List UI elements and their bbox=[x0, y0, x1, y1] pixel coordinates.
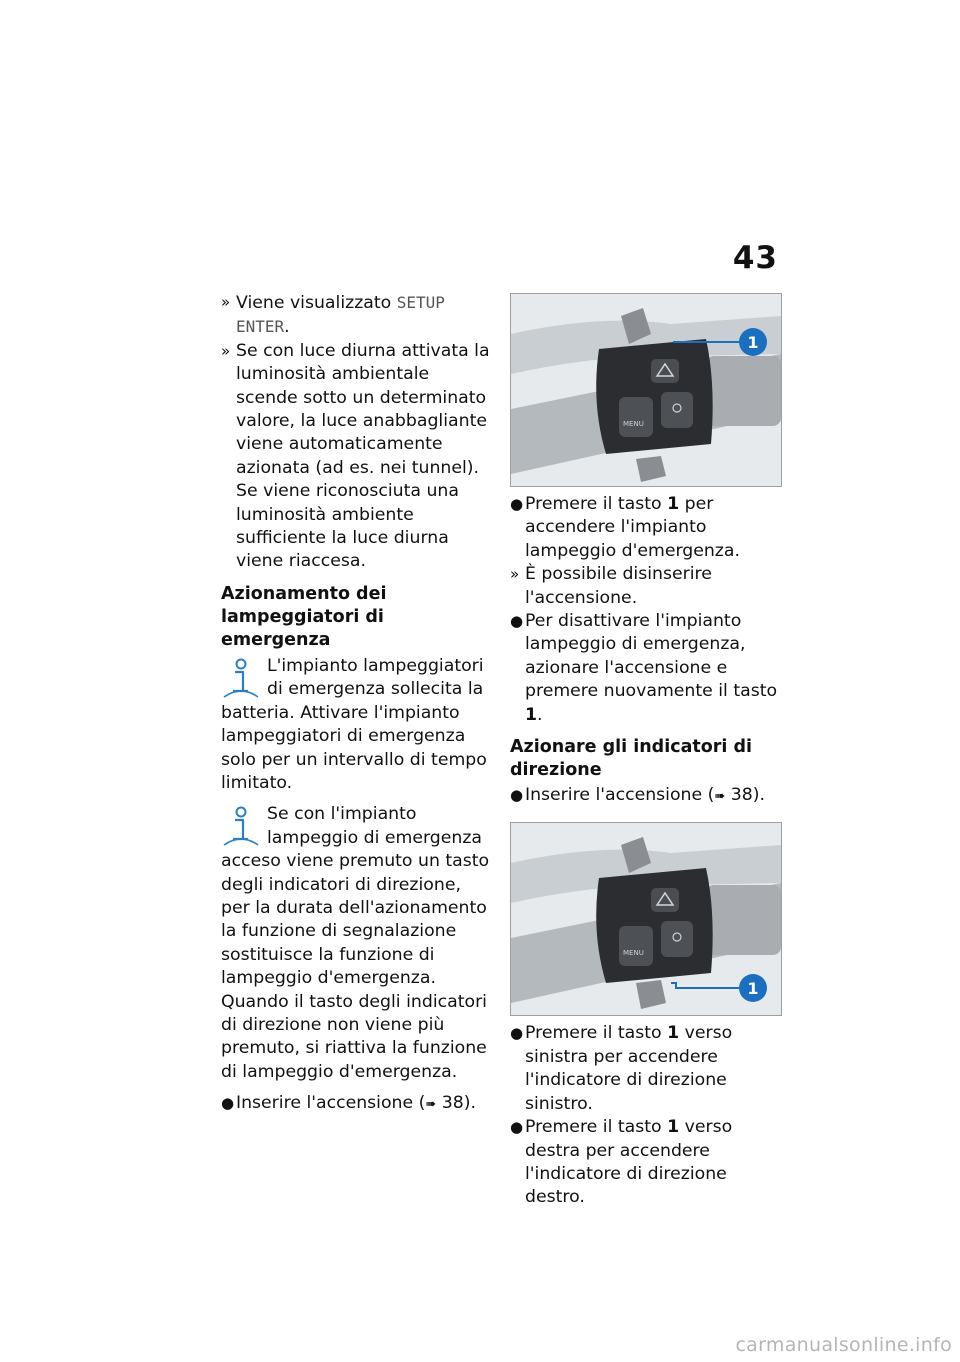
bullet-text-end: per accendere l'impianto lampeggio d'emergenza. bbox=[525, 494, 740, 561]
note-text: Se con l'impianto lampeggio di emergenza acceso viene premuto un tasto degli indicatori di direzione, per la durata dell'azionamento la funzione di segnalazione sostituisce la funzione di lampeggio d'emergenza. Quando il tasto degli indicatori di direzione non viene più premuto, si riattiva la funzione di lampeggio d'emergenza. bbox=[221, 804, 490, 1082]
section-heading-turn-signals: Azionare gli indicatori di direzione bbox=[510, 737, 753, 781]
info-note bbox=[221, 655, 493, 795]
left-column bbox=[221, 291, 493, 1117]
result-text: Se con luce diurna attivata la luminosità ambientale scende sotto un determinato valore, la luce anabbagliante viene automaticamente azionata (ad es. nei tunnel). Se viene riconosciuta una luminosità ambiente sufficiente la luce diurna viene riaccesa. bbox=[236, 340, 490, 572]
result-text: È possibile disinserire l'accensione. bbox=[525, 564, 712, 608]
result-arrow-icon: » bbox=[221, 293, 231, 311]
bullet-icon: ● bbox=[510, 1118, 524, 1137]
bullet-item bbox=[221, 1092, 493, 1116]
result-text: Viene visualizzato bbox=[236, 293, 397, 313]
watermark: carmanualsonline.info bbox=[735, 1334, 952, 1356]
handlebar-switch-photo bbox=[511, 823, 781, 1015]
bullet-icon: ● bbox=[221, 1094, 235, 1113]
section-heading-hazard: Azionamento dei lampeggiatori di emergenza bbox=[221, 583, 387, 650]
result-arrow-icon: » bbox=[221, 341, 231, 360]
info-icon bbox=[221, 655, 261, 699]
result-item bbox=[510, 563, 782, 610]
bullet-text-end: . bbox=[537, 704, 543, 725]
bullet-text-end: ). bbox=[463, 1093, 477, 1114]
page-reference-arrow-icon: ➠ bbox=[425, 1097, 437, 1113]
bullet-text-end: verso sinistra per accendere l'indicatore di direzione sinistro. bbox=[525, 1023, 733, 1114]
bullet-item bbox=[510, 784, 782, 808]
bullet-item bbox=[510, 1022, 782, 1116]
bullet-text: Inserire l'accensione ( bbox=[525, 785, 715, 806]
page-reference-arrow-icon: ➠ bbox=[714, 789, 726, 805]
result-item bbox=[221, 340, 493, 574]
bullet-text: Premere il tasto bbox=[525, 1023, 668, 1044]
figure-hazard-switch bbox=[510, 293, 782, 487]
bullet-text-end: ). bbox=[752, 785, 766, 806]
menu-label: MENU bbox=[623, 949, 644, 958]
key-reference: 1 bbox=[525, 704, 538, 725]
info-icon bbox=[221, 803, 261, 847]
key-reference: 1 bbox=[667, 1117, 680, 1138]
bullet-icon: ● bbox=[510, 786, 524, 805]
bullet-item bbox=[510, 1116, 782, 1210]
result-text-end: . bbox=[284, 317, 290, 338]
bullet-text: Premere il tasto bbox=[525, 1117, 668, 1138]
note-text: L'impianto lampeggiatori di emergenza sollecita la batteria. Attivare l'impianto lampeggiatori di emergenza solo per un intervallo di tempo limitato. bbox=[221, 655, 487, 793]
bullet-item bbox=[510, 610, 782, 727]
figure-turn-signal-switch bbox=[510, 822, 782, 1016]
result-arrow-icon: » bbox=[510, 565, 520, 584]
key-reference: 1 bbox=[667, 494, 680, 514]
page-number: 43 bbox=[732, 240, 778, 276]
bullet-icon: ● bbox=[510, 495, 524, 513]
bullet-text-end: verso destra per accendere l'indicatore di direzione destro. bbox=[525, 1117, 733, 1208]
bullet-icon: ● bbox=[510, 612, 524, 631]
bullet-icon: ● bbox=[510, 1024, 524, 1043]
callout-1: 1 bbox=[747, 979, 759, 999]
bullet-text: Premere il tasto bbox=[525, 494, 668, 514]
page-reference: 38 bbox=[730, 785, 753, 806]
handlebar-switch-photo bbox=[511, 294, 781, 486]
info-note bbox=[221, 803, 493, 1084]
menu-label: MENU bbox=[623, 420, 644, 428]
page-reference: 38 bbox=[441, 1093, 464, 1114]
bullet-item bbox=[510, 493, 782, 563]
bullet-text: Inserire l'accensione ( bbox=[236, 1093, 426, 1114]
bullet-text: Per disattivare l'impianto lampeggio di emergenza, azionare l'accensione e premere nuovamente il tasto bbox=[525, 611, 778, 702]
key-reference: 1 bbox=[667, 1023, 680, 1044]
right-column bbox=[510, 293, 782, 1210]
result-item bbox=[221, 291, 493, 340]
callout-1: 1 bbox=[747, 333, 759, 352]
display-code: SETUP ENTER bbox=[236, 293, 445, 337]
